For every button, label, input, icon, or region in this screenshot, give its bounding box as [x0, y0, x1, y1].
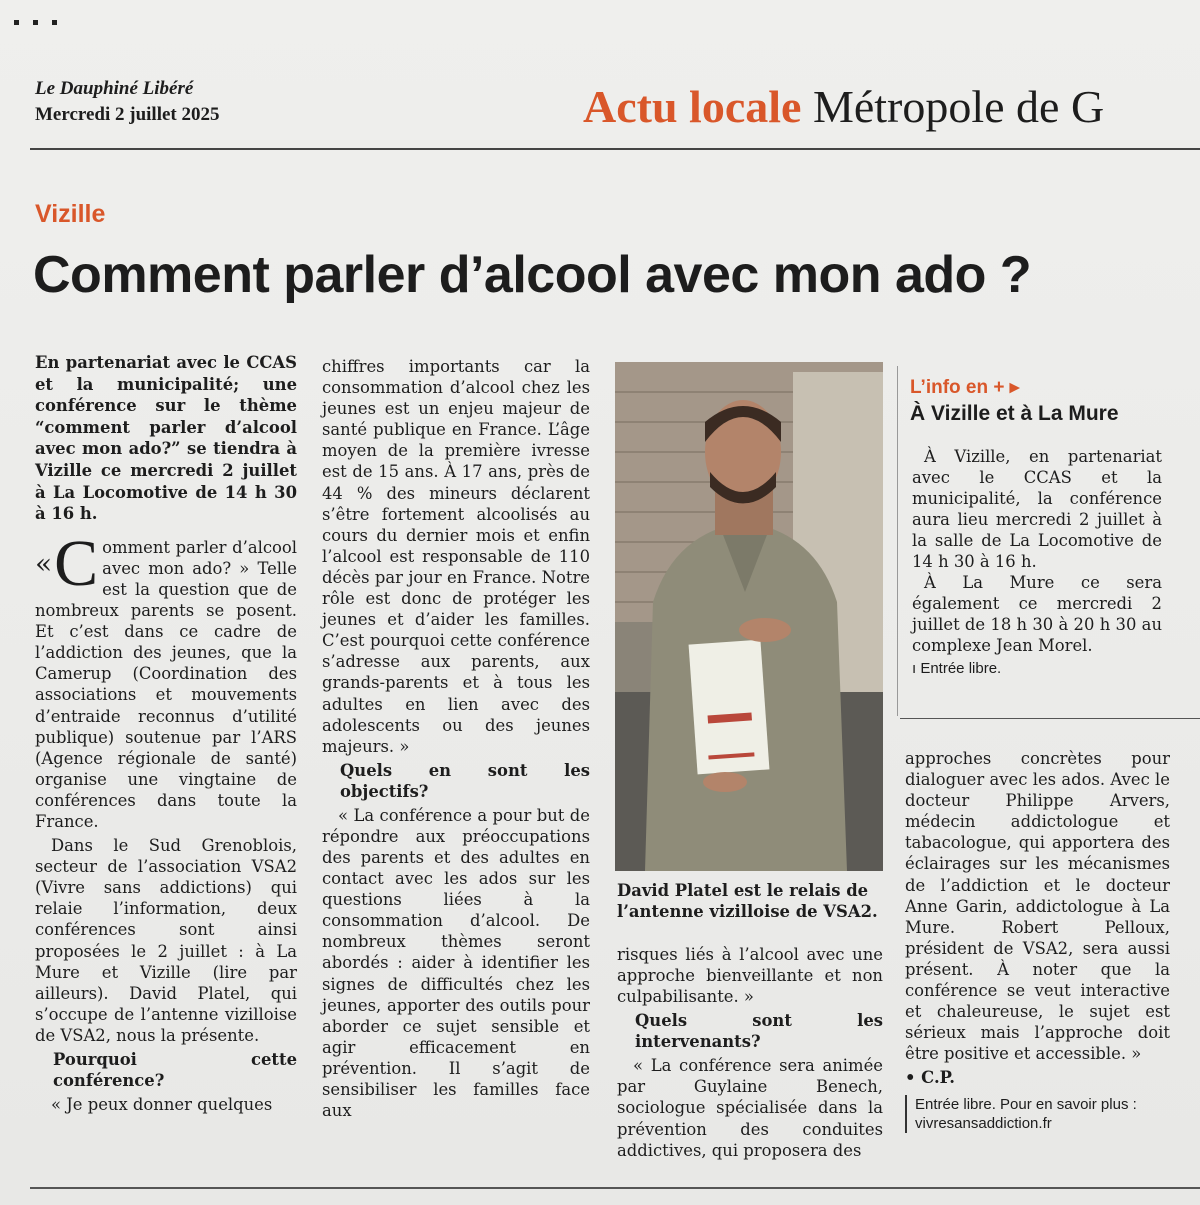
article-headline: Comment parler d’alcool avec mon ado ?	[33, 246, 1032, 304]
answer-1-continued: chiffres importants car la consommation d’alcool chez les jeunes est un enjeu majeur de santé publique en France. L’âge moyen de la première ivresse est de 15 ans. À 17 ans, près de 44 % des mineurs déclarent s’être fortement alcoolisés au cours du dernier mois et enfin l’alcool est responsable de 110 décès par jour en France. Notre rôle est donc de protéger les jeunes et d’aider les familles. C’est pourquoi cette conférence s’adresse aux parents, aux grands-parents et à tous les adultes en lien avec des adolescents ou des jeunes majeurs. »	[322, 357, 590, 756]
print-marks	[14, 10, 66, 29]
answer-3-continued: approches concrètes pour dialoguer avec les ados. Avec le docteur Philippe Arvers, médecin addictologue et tabacologue, qui apportera des éclairages sur les mécanismes de l’addiction et le docteur Anne Garin, addictologue à La Mure. Robert Pelloux, président de VSA2, sera aussi présent. À noter que la conférence se veut interactive et chaleureuse, le sujet est sérieux mais l’approche doit être positive et accessible. »	[905, 749, 1170, 1064]
print-mark	[33, 20, 38, 25]
section-accent: Actu locale	[583, 81, 802, 132]
paragraph-1	[35, 526, 297, 832]
info-paragraph-1: À Vizille, en partenariat avec le CCAS et la municipalité, la conférence aura lieu mercredi 2 juillet à la salle de La Locomotive de 14 h 30 à 16 h.	[912, 447, 1162, 571]
article-column-3	[617, 944, 883, 1164]
answer-2: « La conférence a pour but de répondre aux préoccupations des parents et des adultes en contact avec les ados sur les questions liées à la consommation d’alcool. De nombreux thèmes seront abordés : aider à identifier les signes de difficultés chez les jeunes, apporter des outils pour aborder ce sujet sensible et agir efficacement en prévention. Il s’agit de sensibiliser les familles face aux	[322, 805, 590, 1121]
answer-3: « La conférence sera animée par Guylaine Benech, sociologue spécialisée dans la prévention des conduites addictives, qui proposera des	[617, 1056, 883, 1160]
info-box-title: L’info en + ▸	[910, 377, 1020, 398]
answer-1-start: « Je peux donner quelques	[51, 1095, 273, 1114]
sidebar-divider	[897, 366, 898, 716]
info-paragraph-2: À La Mure ce sera également ce mercredi 2 juillet de 18 h 30 à 20 h 30 au complexe Jean Morel.	[912, 573, 1162, 655]
section-heading	[583, 80, 1104, 133]
article-kicker: Vizille	[35, 200, 106, 228]
photo-person-holding-booklet	[615, 362, 883, 871]
paragraph-1-text: omment parler d’alcool avec mon ado? » Telle est la question que de nombreux parents se posent. Et c’est dans ce cadre de l’addiction des jeunes, que la Camerup (Coordination des associations et mouvements d’entraide reconnus d’utilité publique) soutenue par l’ARS (Agence régionale de santé) organise une vingtaine de conférences dans toute la France.	[35, 537, 297, 831]
author-initials: • C.P.	[905, 1068, 955, 1088]
info-box-bottom-rule	[900, 718, 1200, 719]
article-column-4	[905, 748, 1170, 1136]
article-column-1	[35, 352, 297, 1118]
info-entry-free: ı Entrée libre.	[912, 660, 1002, 677]
paragraph-2: Dans le Sud Grenoblois, secteur de l’association VSA2 (Vivre sans addictions) qui relaie l’information, deux conférences sont ainsi proposées le 2 juillet : à La Mure et Vizille (lire par ailleurs). David Platel, qui s’occupe de l’antenne vizilloise de VSA2, nous la présente.	[35, 836, 297, 1045]
article-column-2	[322, 356, 590, 1124]
section-rest: Métropole de G	[812, 81, 1105, 132]
question-3: Quels sont les intervenants?	[635, 1011, 883, 1052]
article-lead: En partenariat avec le CCAS et la municipalité; une conférence sur le thème “comment parler d’alcool avec mon ado?” se tiendra à Vizille ce mercredi 2 juillet à La Locomotive de 14 h 30 à 16 h.	[35, 353, 297, 524]
answer-2-continued: risques liés à l’alcool avec une approche bienveillante et non culpabilisante. »	[617, 945, 883, 1007]
print-mark	[14, 20, 19, 25]
print-mark	[52, 20, 57, 25]
publication-date: Mercredi 2 juillet 2025	[35, 104, 220, 125]
question-1: Pourquoi cette conférence?	[53, 1050, 297, 1090]
info-box-body	[912, 446, 1162, 679]
question-2: Quels en sont les objectifs?	[340, 760, 590, 801]
info-box-subtitle: À Vizille et à La Mure	[910, 402, 1119, 425]
photo-caption: David Platel est le relais de l’antenne vizilloise de VSA2.	[617, 881, 878, 921]
publication-name: Le Dauphiné Libéré	[35, 78, 194, 99]
open-quote: «	[35, 546, 53, 580]
more-info: Entrée libre. Pour en savoir plus : vivresansaddiction.fr	[905, 1095, 1170, 1133]
drop-cap: C	[54, 526, 99, 600]
top-rule	[30, 148, 1200, 150]
bottom-rule	[30, 1187, 1200, 1189]
